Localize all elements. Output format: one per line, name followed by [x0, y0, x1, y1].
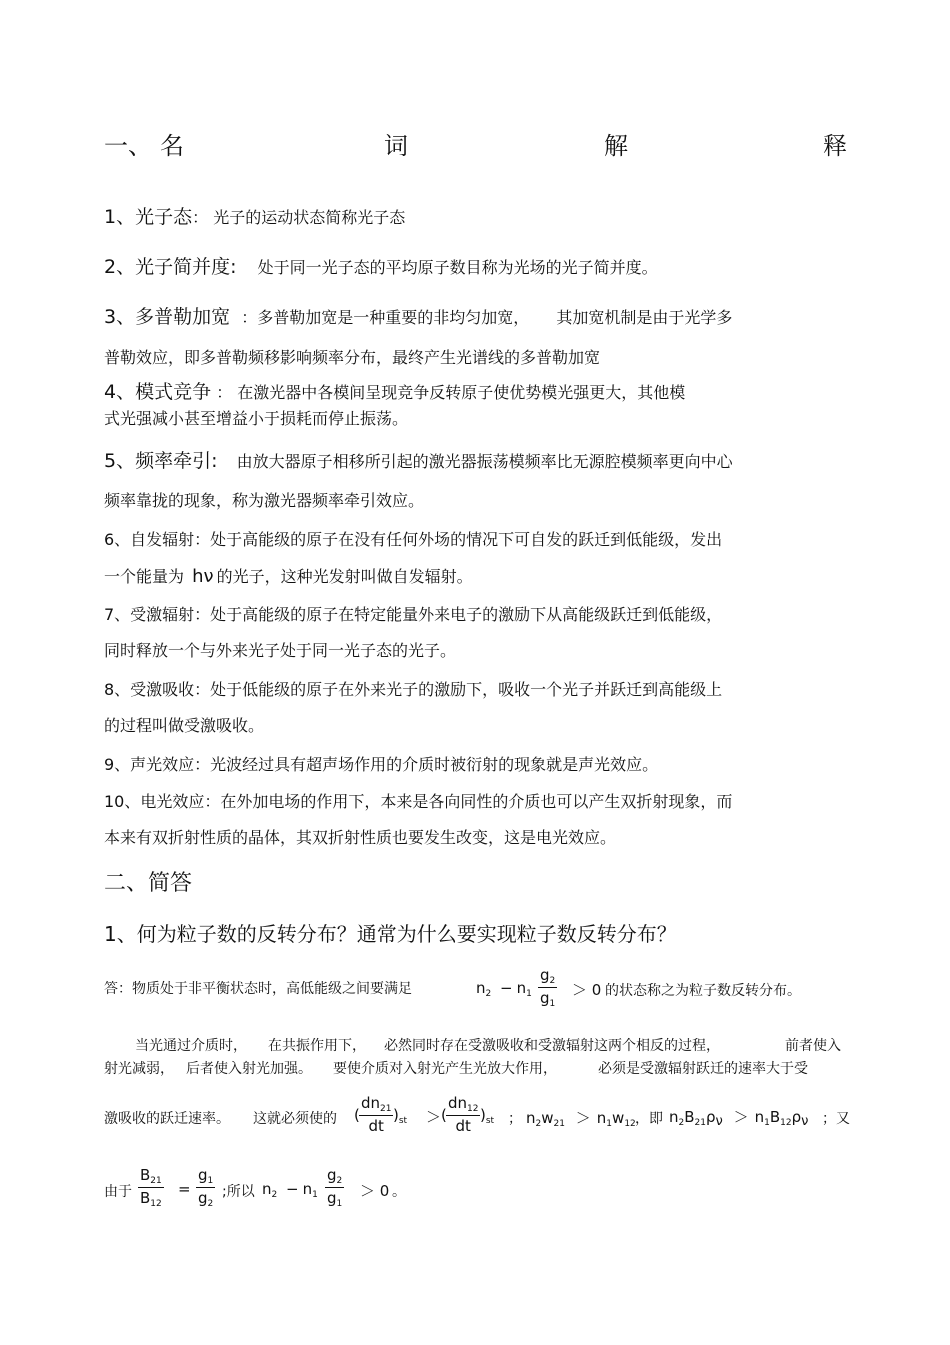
subscript: 1	[549, 999, 556, 1009]
greater-than: ＞	[733, 1108, 749, 1126]
subscript: 2	[207, 1199, 214, 1209]
subscript: 2	[678, 1118, 685, 1128]
B: B	[769, 1108, 781, 1126]
item-3	[104, 302, 732, 329]
subscript: 1	[336, 1199, 343, 1209]
formula-einstein	[669, 1106, 808, 1129]
greater-than-zero: ＞ 0	[572, 981, 602, 999]
subscript: 12	[467, 1104, 479, 1114]
p2-text-g: 要使介质对入射光产生光放大作用，	[333, 1061, 557, 1077]
n: n	[302, 1180, 313, 1198]
subscript: 21	[553, 1119, 565, 1129]
heading-char-3: 词	[384, 132, 408, 160]
subscript: 21	[694, 1118, 706, 1128]
minus: −	[500, 979, 513, 997]
item-3-continued: 普勒效应，即多普勒频移影响频率分布，最终产生光谱线的多普勒加宽	[104, 348, 601, 367]
term-photon-state: 1、光子态	[104, 206, 193, 228]
photon-energy-symbol: hν	[192, 566, 214, 587]
n: n	[596, 1109, 607, 1127]
definition: 在激光器中各模间呈现竞争反转原子使优势模光强更大，其他模	[237, 383, 686, 402]
answer-intro: 答：物质处于非平衡状态时，高低能级之间要满足	[104, 981, 412, 997]
n: n	[526, 1109, 536, 1127]
term-photon-degeneracy: 2、光子简并度:	[104, 256, 237, 278]
item-6-continued	[104, 564, 473, 587]
B: B	[140, 1189, 151, 1207]
subscript: st	[398, 1116, 408, 1126]
p2-text-c: 必然同时存在受激吸收和受激辐射这两个相反的过程，	[384, 1038, 720, 1054]
dn: dn	[361, 1094, 381, 1112]
definition: 处于同一光子态的平均原子数目称为光场的光子简并度。	[257, 258, 658, 277]
item-8-continued: 的过程叫做受激吸收。	[104, 716, 265, 735]
item-9: 9、声光效应：光波经过具有超声场作用的介质时被衍射的现象就是声光效应。	[104, 755, 659, 774]
B: B	[684, 1108, 695, 1126]
text: 一个能量为	[104, 567, 185, 586]
greater-than-zero: ＞ 0	[360, 1182, 390, 1200]
section-2-heading: 二、简答	[104, 871, 193, 896]
paren-right-st	[480, 1106, 494, 1126]
p2-text-e: 射光减弱，	[104, 1061, 174, 1077]
n: n	[754, 1108, 765, 1126]
paren: )	[393, 1106, 399, 1124]
subscript: 2	[535, 1119, 542, 1129]
g: g	[327, 1189, 337, 1207]
subscript: 1	[312, 1190, 318, 1200]
definition-b: 其加宽机制是由于光学多	[556, 308, 733, 327]
equals: =	[178, 1180, 191, 1198]
subscript: 1	[207, 1176, 214, 1186]
n: n	[516, 979, 527, 997]
p2-text-f: 后者使入射光加强。	[186, 1061, 312, 1077]
w: w	[541, 1109, 554, 1127]
subscript: 1	[606, 1119, 613, 1129]
formula-n2-minus-n1	[476, 979, 532, 999]
subscript: 1	[764, 1118, 770, 1128]
subscript: 12	[150, 1199, 162, 1209]
fraction-B21-B12	[138, 1166, 164, 1209]
greater-than: ＞	[426, 1108, 442, 1126]
subscript-nu: ν	[801, 1114, 809, 1129]
formula-n2w21	[526, 1107, 636, 1129]
subscript: st	[485, 1116, 495, 1126]
separator: ：	[241, 308, 258, 327]
subscript: 2	[549, 976, 556, 986]
definition: 光子的运动状态简称光子态	[213, 208, 406, 227]
item-5-continued: 频率靠拢的现象，称为激光器频率牵引效应。	[104, 491, 425, 510]
definition-a: 多普勒加宽是一种重要的非均匀加宽，	[257, 308, 530, 327]
paren: )	[480, 1106, 486, 1124]
subscript: 21	[380, 1104, 392, 1114]
p2-text-j: 这就必须使的	[253, 1111, 337, 1127]
rho: ρ	[706, 1108, 716, 1126]
subscript: 2	[271, 1190, 278, 1200]
heading-char-4: 解	[604, 132, 628, 160]
period: 。	[392, 1184, 406, 1200]
item-8: 8、受激吸收：处于低能级的原子在外来光子的激励下，吸收一个光子并跃迁到高能级上	[104, 680, 723, 699]
g: g	[540, 989, 550, 1007]
term-frequency-pulling: 5、频率牵引:	[104, 450, 218, 472]
p3-text-b: ;所以	[222, 1184, 255, 1200]
minus: −	[286, 1180, 299, 1198]
definition: 由放大器原子相移所引起的激光器振荡模频率比无源腔模频率更向中心	[236, 452, 733, 471]
formula-n2-minus-n1	[262, 1180, 318, 1200]
separator: ：	[216, 383, 233, 402]
text-ie: ，即	[635, 1111, 663, 1127]
heading-char-2: 名	[160, 132, 184, 160]
B: B	[140, 1166, 151, 1184]
paren-left: (	[354, 1106, 360, 1124]
dt: dt	[368, 1117, 384, 1135]
item-7: 7、受激辐射：处于高能级的原子在特定能量外来电子的激励下从高能级跃迁到低能级，	[104, 605, 723, 624]
p2-text-i: 激吸收的跃迁速率。	[104, 1111, 230, 1127]
paren-right-st	[393, 1106, 407, 1126]
heading-char-1: 一、	[104, 132, 152, 160]
subscript: 12	[624, 1119, 636, 1129]
g: g	[327, 1166, 337, 1184]
n: n	[262, 1180, 272, 1198]
p2-text-d: 前者使入	[785, 1038, 841, 1054]
subscript-nu: ν	[715, 1114, 723, 1129]
subscript: 2	[485, 989, 492, 999]
heading-char-5: 释	[823, 132, 847, 160]
w: w	[612, 1109, 625, 1127]
p2-text-a: 当光通过介质时，	[135, 1038, 247, 1054]
term-doppler-broadening: 3、多普勒加宽	[104, 306, 231, 328]
item-10: 10、电光效应：在外加电场的作用下，本来是各向同性的介质也可以产生双折射现象，而	[104, 792, 733, 811]
item-1	[104, 202, 405, 229]
subscript: 1	[526, 989, 532, 999]
separator: ：	[192, 208, 209, 227]
p3-text-a: 由于	[104, 1184, 132, 1200]
rho: ρ	[791, 1108, 802, 1126]
subscript: 2	[336, 1176, 343, 1186]
fraction-g2-over-g1	[325, 1166, 344, 1209]
fraction-g2-over-g1	[538, 966, 557, 1009]
term-mode-competition: 4、模式竞争	[104, 381, 212, 403]
dn: dn	[448, 1094, 468, 1112]
subscript: 12	[780, 1118, 792, 1128]
semicolon: ；	[508, 1111, 522, 1127]
item-7-continued: 同时释放一个与外来光子处于同一光子态的光子。	[104, 641, 457, 660]
greater-than: ＞	[575, 1109, 591, 1127]
text-also: ；又	[822, 1111, 850, 1127]
dt: dt	[455, 1117, 471, 1135]
item-5	[104, 446, 733, 473]
fraction-g1-g2	[196, 1166, 215, 1209]
g: g	[198, 1166, 208, 1184]
item-2	[104, 252, 658, 279]
n: n	[669, 1108, 679, 1126]
item-4-continued: 式光强减小甚至增益小于损耗而停止振荡。	[104, 409, 409, 428]
question-1: 1、何为粒子数的反转分布？通常为什么要实现粒子数反转分布？	[104, 922, 677, 946]
answer-tail: 的状态称之为粒子数反转分布。	[605, 983, 801, 999]
p2-text-b: 在共振作用下，	[268, 1038, 366, 1054]
item-6: 6、自发辐射：处于高能级的原子在没有任何外场的情况下可自发的跃迁到低能级，发出	[104, 530, 723, 549]
item-10-continued: 本来有双折射性质的晶体，其双折射性质也要发生改变，这是电光效应。	[104, 828, 617, 847]
fraction-dn21-dt	[359, 1094, 393, 1135]
paren-left: (	[441, 1106, 447, 1124]
p2-text-h: 必须是受激辐射跃迁的速率大于受	[598, 1061, 808, 1077]
n: n	[476, 979, 486, 997]
text: 的光子，这种光发射叫做自发辐射。	[216, 567, 473, 586]
subscript: 21	[150, 1176, 162, 1186]
g: g	[540, 966, 550, 984]
g: g	[198, 1189, 208, 1207]
fraction-dn12-dt	[446, 1094, 480, 1135]
item-4	[104, 377, 685, 404]
